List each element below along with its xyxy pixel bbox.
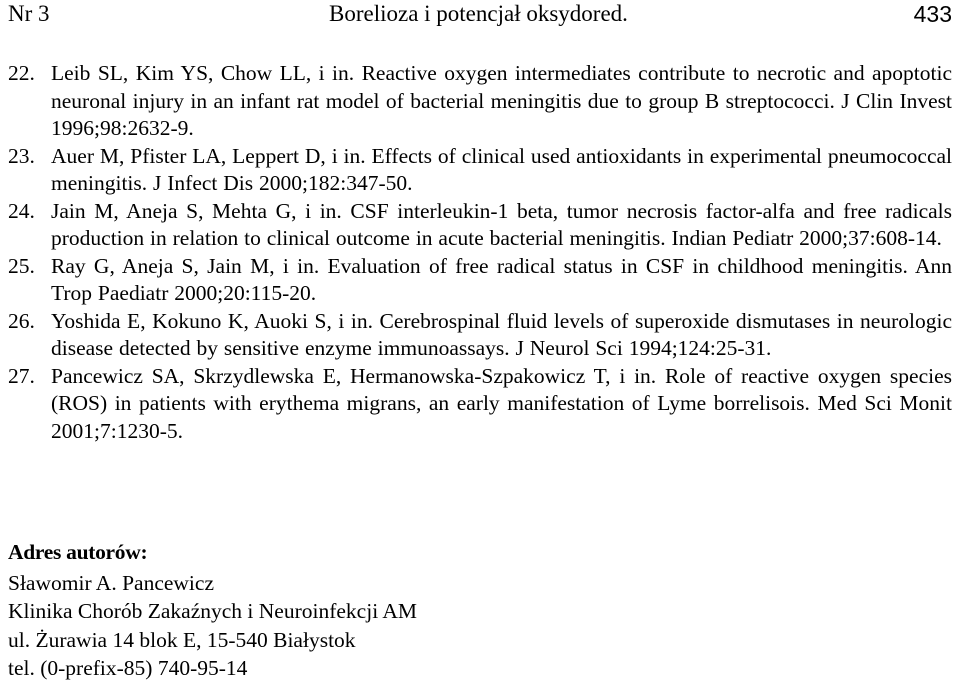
running-header	[0, 0, 960, 30]
reference-item	[8, 198, 952, 253]
author-name: Sławomir A. Pancewicz	[8, 570, 214, 595]
reference-item	[8, 143, 952, 198]
running-title: Borelioza i potencjał oksydored.	[329, 1, 628, 26]
reference-number: 26.	[8, 308, 35, 333]
reference-number: 23.	[8, 143, 35, 168]
author-address	[8, 538, 608, 683]
author-phone: tel. (0-prefix-85) 740-95-14	[8, 656, 248, 680]
reference-text: Yoshida E, Kokuno K, Auoki S, i in. Cerebrospinal fluid levels of superoxide dismutases in neurologic disease detected by sensitive enzyme immunoassays. J Neurol Sci 1994;124:25-31.	[51, 308, 952, 360]
reference-number: 22.	[8, 61, 35, 85]
reference-item	[8, 253, 952, 308]
reference-number: 27.	[8, 363, 35, 388]
reference-text: Jain M, Aneja S, Mehta G, i in. CSF interleukin-1 beta, tumor necrosis factor-alfa and free radicals production in relation to clinical outcome in acute bacterial meningitis. Indian Pediatr 2000;37:608-14.	[51, 198, 952, 250]
issue-number: Nr 3	[8, 1, 50, 26]
reference-item	[8, 363, 952, 446]
reference-text: Auer M, Pfister LA, Leppert D, i in. Effects of clinical used antioxidants in experimental pneumococcal meningitis. J Infect Dis 2000;182:347-50.	[51, 143, 952, 195]
address-heading: Adres autorów:	[8, 540, 148, 564]
reference-text: Pancewicz SA, Skrzydlewska E, Hermanowska-Szpakowicz T, i in. Role of reactive oxygen species (ROS) in patients with erythema migrans, an early manifestation of Lyme borrelisois. Med Sci Monit 2001;7:1230-5.	[51, 363, 952, 443]
reference-item	[8, 308, 952, 363]
reference-item	[8, 60, 952, 143]
author-institution: Klinika Chorób Zakaźnych i Neuroinfekcji AM	[8, 599, 417, 623]
reference-text: Leib SL, Kim YS, Chow LL, i in. Reactive oxygen intermediates contribute to necrotic and apoptotic neuronal injury in an infant rat model of bacterial meningitis due to group B streptococci. J Clin Invest 1996;98:2632-9.	[51, 61, 952, 140]
author-street: ul. Żurawia 14 blok E, 15-540 Białystok	[8, 627, 356, 652]
reference-text: Ray G, Aneja S, Jain M, i in. Evaluation of free radical status in CSF in childhood meningitis. Ann Trop Paediatr 2000;20:115-20.	[51, 253, 952, 305]
reference-list	[8, 60, 952, 445]
page-number: 433	[913, 1, 952, 27]
reference-number: 24.	[8, 198, 35, 223]
reference-number: 25.	[8, 253, 35, 278]
